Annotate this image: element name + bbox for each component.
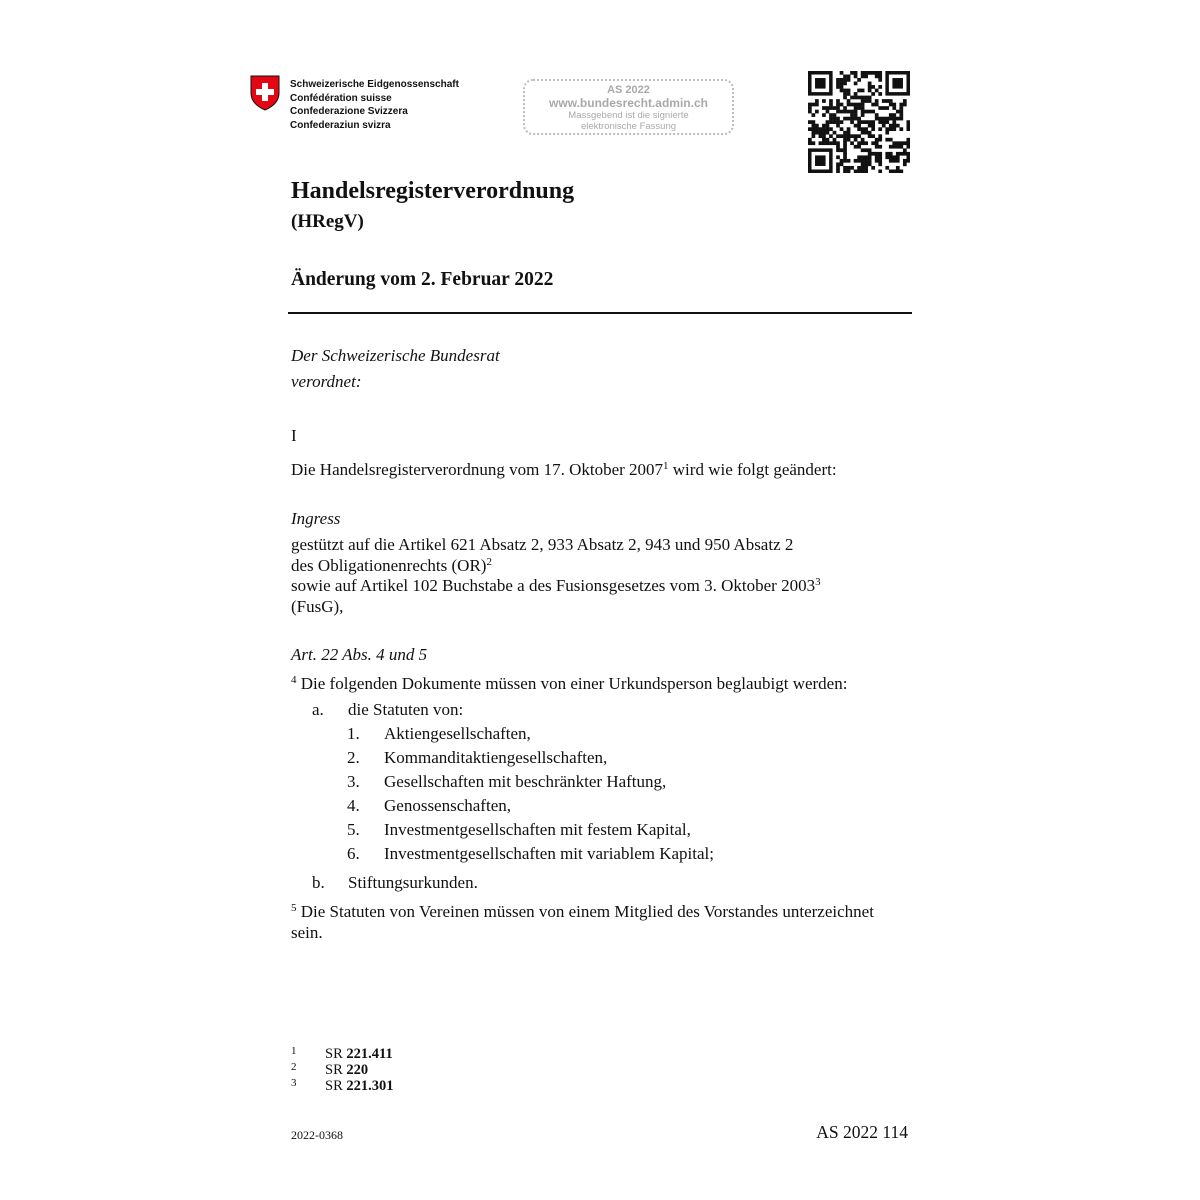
footnote-text bbox=[325, 1062, 368, 1078]
sub-list-marker: 5. bbox=[347, 820, 360, 839]
list-item-a bbox=[312, 700, 464, 721]
title-divider bbox=[288, 312, 912, 314]
sub-list-marker: 4. bbox=[347, 796, 360, 815]
footnote-sr-number: 220 bbox=[346, 1062, 369, 1078]
sub-list-item bbox=[347, 820, 691, 841]
change-date-heading: Änderung vom 2. Februar 2022 bbox=[291, 269, 554, 290]
footnote-prefix: SR bbox=[325, 1078, 347, 1094]
official-publication-stamp bbox=[523, 79, 734, 135]
document-abbreviation: (HRegV) bbox=[291, 211, 364, 232]
footnote-text bbox=[325, 1046, 393, 1062]
intro-text: Die Handelsregisterverordnung vom 17. Oktober 2007 bbox=[291, 460, 664, 479]
stamp-line-4: elektronische Fassung bbox=[580, 121, 677, 132]
sub-list-text: Gesellschaften mit beschränkter Haftung, bbox=[384, 772, 667, 791]
swiss-shield-icon bbox=[250, 75, 280, 111]
list-marker: b. bbox=[312, 873, 325, 892]
intro-sentence bbox=[291, 460, 837, 481]
sub-list-text: Genossenschaften, bbox=[384, 796, 511, 815]
ingress-line-2 bbox=[291, 556, 821, 577]
confederation-name-de: Schweizerische Eidgenossenschaft bbox=[290, 79, 459, 90]
confederation-name-rm: Confederaziun svizra bbox=[290, 119, 391, 131]
paragraph-5-number: 5 bbox=[291, 902, 297, 914]
footnote-ref-1: 1 bbox=[663, 460, 669, 472]
stamp-line-2: www.bundesrecht.admin.ch bbox=[549, 96, 708, 110]
footnote-sr-number: 221.301 bbox=[346, 1078, 394, 1094]
footnote-sr-number: 221.411 bbox=[346, 1046, 393, 1062]
sub-list-marker: 1. bbox=[347, 724, 360, 743]
footnote-ref-2: 2 bbox=[486, 555, 492, 568]
footnote-number: 3 bbox=[291, 1077, 297, 1089]
sub-list-marker: 2. bbox=[347, 748, 360, 767]
paragraph-4-text: Die folgenden Dokumente müssen von einer Urkundsperson beglaubigt werden: bbox=[296, 674, 848, 693]
paragraph-5-text: Die Statuten von Vereinen müssen von einem Mitglied des Vorstandes unterzeichnet bbox=[296, 902, 874, 921]
qr-code-icon bbox=[808, 71, 910, 173]
section-numeral: I bbox=[291, 426, 297, 445]
list-marker: a. bbox=[312, 700, 324, 719]
sub-list-item bbox=[347, 724, 531, 745]
confederation-name-it: Confederazione Svizzera bbox=[290, 106, 408, 117]
confederation-names bbox=[290, 78, 510, 132]
ingress-line-3 bbox=[291, 576, 821, 597]
ingress-heading: Ingress bbox=[291, 509, 341, 528]
sub-list-item bbox=[347, 844, 714, 865]
article-heading: Art. 22 Abs. 4 und 5 bbox=[291, 645, 428, 664]
paragraph-4 bbox=[291, 674, 847, 695]
list-item-text: Stiftungsurkunden. bbox=[348, 873, 478, 892]
sub-list-item bbox=[347, 772, 667, 793]
sub-list-item bbox=[347, 748, 608, 769]
list-item-b bbox=[312, 873, 478, 894]
ingress-line-3-text: sowie auf Artikel 102 Buchstabe a des Fusionsgesetzes vom 3. Oktober 2003 bbox=[291, 576, 816, 595]
ingress-line-4: (FusG), bbox=[291, 596, 344, 616]
sub-list-item bbox=[347, 796, 511, 817]
footnote-prefix: SR bbox=[325, 1046, 347, 1062]
intro-text-end: wird wie folgt geändert: bbox=[668, 460, 837, 479]
stamp-line-1: AS 2022 bbox=[607, 84, 650, 96]
document-title: Handelsregisterverordnung bbox=[291, 178, 575, 204]
ingress-line-1: gestützt auf die Artikel 621 Absatz 2, 933 Absatz 2, 943 und 950 Absatz 2 bbox=[291, 535, 794, 554]
confederation-name-fr: Confédération suisse bbox=[290, 92, 392, 104]
footnote-prefix: SR bbox=[325, 1062, 347, 1078]
paragraph-5-line-2: sein. bbox=[291, 922, 323, 942]
preamble bbox=[291, 343, 500, 395]
preamble-authority: Der Schweizerische Bundesrat bbox=[291, 346, 500, 365]
paragraph-4-number: 4 bbox=[291, 674, 297, 686]
document-number: 2022-0368 bbox=[291, 1128, 343, 1142]
ingress-body bbox=[291, 535, 821, 617]
footnote-ref-3: 3 bbox=[815, 576, 821, 588]
ingress-line-2-text: des Obligationenrechts (OR) bbox=[291, 555, 487, 575]
footnote-number: 1 bbox=[291, 1045, 297, 1057]
sub-list-marker: 3. bbox=[347, 772, 360, 791]
sub-list-marker: 6. bbox=[347, 844, 360, 863]
sub-list-text: Aktiengesellschaften, bbox=[384, 724, 531, 743]
paragraph-5-line-1 bbox=[291, 902, 874, 923]
stamp-line-3: Massgebend ist die signierte bbox=[568, 110, 689, 121]
preamble-verb: verordnet: bbox=[291, 372, 362, 391]
paragraph-5 bbox=[291, 902, 874, 943]
sub-list-text: Investmentgesellschaften mit variablem Kapital; bbox=[384, 844, 714, 863]
footnote-number: 2 bbox=[291, 1061, 297, 1073]
official-collection-reference: AS 2022 114 bbox=[816, 1122, 908, 1142]
sub-list-text: Investmentgesellschaften mit festem Kapital, bbox=[384, 820, 691, 839]
list-item-text: die Statuten von: bbox=[348, 700, 464, 719]
sub-list-text: Kommanditaktiengesellschaften, bbox=[384, 748, 608, 767]
footnote-text bbox=[325, 1078, 394, 1094]
